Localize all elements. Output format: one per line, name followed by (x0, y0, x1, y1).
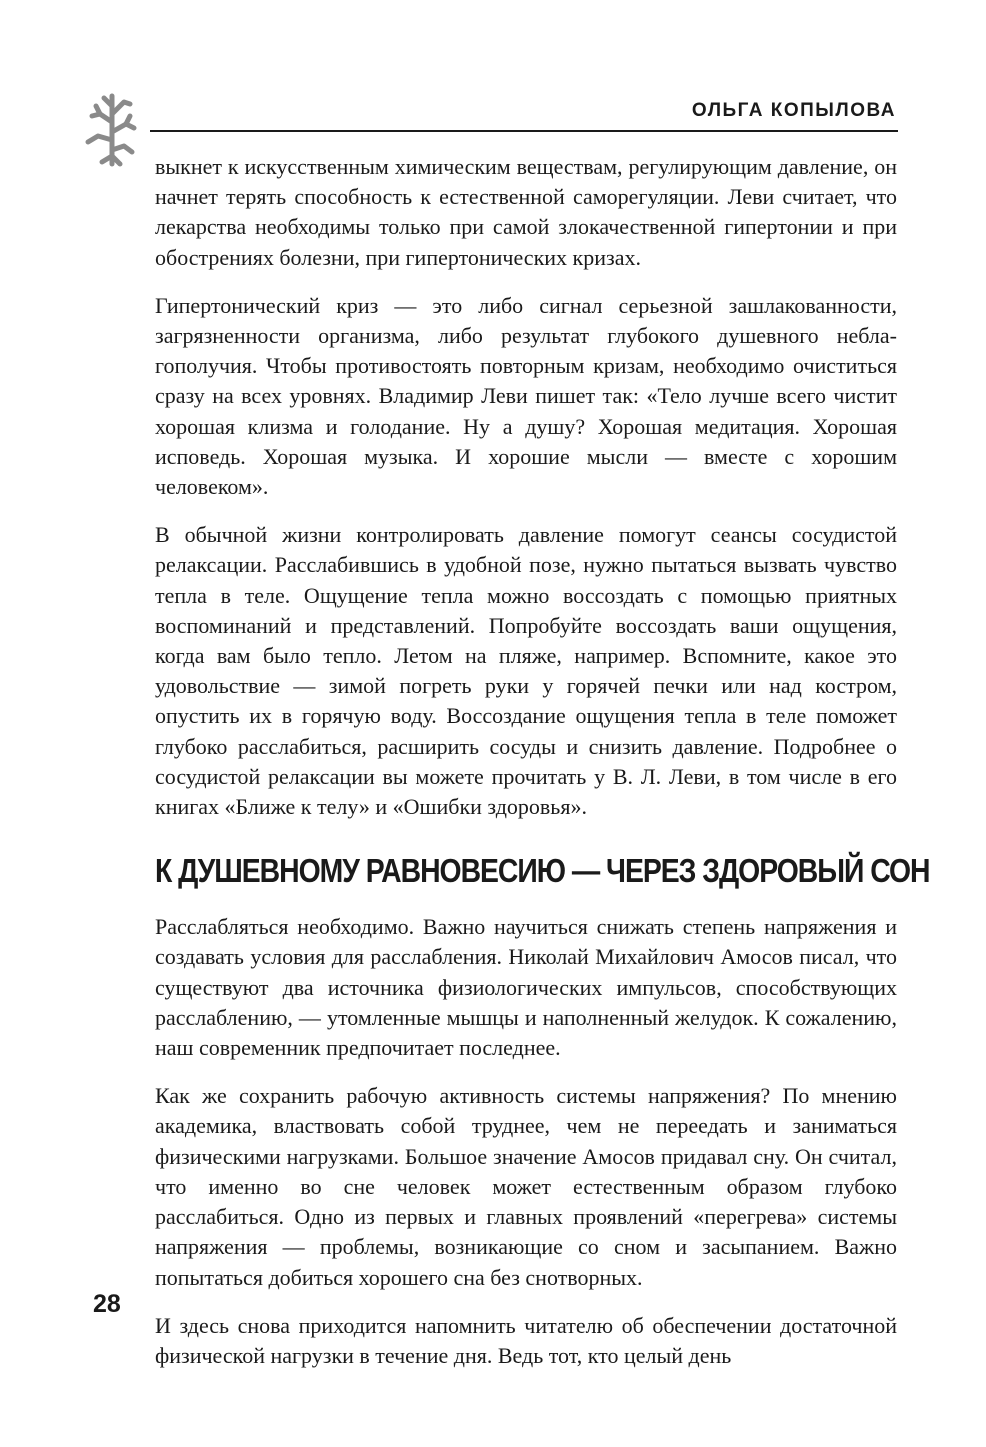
paragraph-6: И здесь снова приходится напомнить читателю об обеспечении достаточной физической нагрузки в течение дня. Ведь тот, кто целый день (155, 1312, 897, 1368)
paragraph-3: В обычной жизни контролировать давление помогут сеансы сосудистой релаксации. Расслабившись в удобной позе, нужно пытаться вызвать чувство тепла в теле. Ощущение тепла можно воссоздать с помощью приятных воспоминаний и представлений. Попробуйте воссоздать ваши ощущения, когда вам было тепло. Летом на пляже, например. Вспомните, какое это удовольствие — зимой погреть руки у горячей печки или над костром, опустить их в горячую воду. Воссоздание ощущения тепла в теле поможет глубоко расслабиться, расширить сосуды и снизить давление. Подробнее о сосудистой релаксации вы можете прочитать у В. Л. Леви, в том числе в его книгах «Ближе к телу» и «Ошибки здоровья». (155, 522, 897, 820)
paragraph-2: Гипертонический криз — это либо сигнал серьезной зашлакованности, загрязненности организма, либо результат глубокого душевного неблагополучия. Чтобы противостоять повторным кризам, необходимо очиститься сразу на всех уровнях. Владимир Леви пишет так: «Тело лучше всего чистит хорошая клизма и голодание. Ну а душу? Хорошая медитация. Хорошая исповедь. Хорошая музыка. И хорошие мысли — вместе с хорошим человеком». (155, 292, 897, 500)
tree-roots-icon (74, 92, 150, 168)
paragraph-1: выкнет к искусственным химическим веществам, регулирующим давление, он начнет терять способность к естественной саморегуляции. Леви считает, что лекарства необходимы только при самой злокачественной гипертонии и при обострениях болезни, при гипертонических кризах. (155, 154, 897, 270)
page-number: 28 (93, 1290, 121, 1318)
running-head: ОЛЬГА КОПЫЛОВА (691, 100, 896, 121)
paragraph-4: Расслабляться необходимо. Важно научиться снижать степень напряжения и создавать условия для расслабления. Николай Михайлович Амосов писал, что существуют два источника физиологических импульсов, способствующих расслаблению, — утомленные мышцы и наполненный желудок. К сожалению, наш современник предпочитает последнее. (155, 914, 897, 1061)
header-rule (150, 130, 898, 132)
paragraph-5: Как же сохранить рабочую активность системы напряжения? По мнению академика, властвовать собой труднее, чем не переедать и заниматься физическими нагрузками. Большое значение Амосов придавал сну. Он считал, что именно во сне человек может естественным образом глубоко расслабиться. Одно из первых и главных проявлений «перегрева» системы напряжения — проблемы, возникающие со сном и засыпанием. Важно попытаться добиться хорошего сна без снотворных. (155, 1083, 897, 1290)
section-heading: К ДУШЕВНОМУ РАВНОВЕСИЮ — ЧЕРЕЗ ЗДОРОВЫЙ СОН (155, 852, 930, 890)
page-body (155, 152, 930, 1371)
